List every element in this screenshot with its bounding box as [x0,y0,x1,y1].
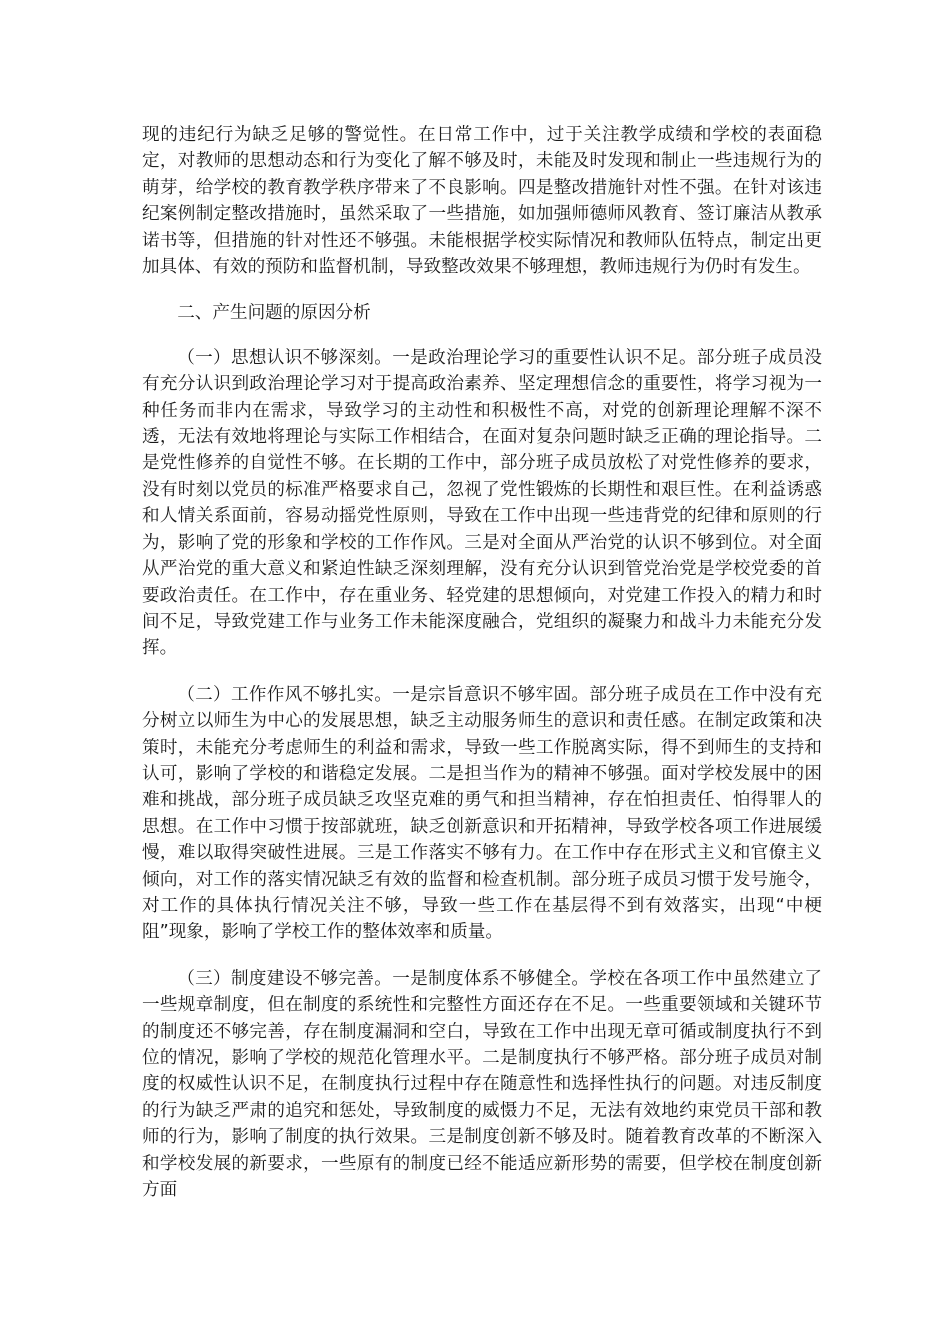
document-page [142,122,822,1223]
section-heading: 二、产生问题的原因分析 [177,303,371,324]
paragraph-work-style: （二）工作作风不够扎实。一是宗旨意识不够牢固。部分班子成员在工作中没有充分树立以师生为中心的发展思想，缺乏主动服务师生的意识和责任感。在制定政策和决策时，未能充分考虑师生的利益和需求，导致一些工作脱离实际，得不到师生的支持和认可，影响了学校的和谐稳定发展。二是担当作为的精神不够强。面对学校发展中的困难和挑战，部分班子成员缺乏攻坚克难的勇气和担当精神，存在怕担责任、怕得罪人的思想。在工作中习惯于按部就班，缺乏创新意识和开拓精神，导致学校各项工作进展缓慢，难以取得突破性进展。三是工作落实不够有力。在工作中存在形式主义和官僚主义倾向，对工作的落实情况缺乏有效的监督和检查机制。部分班子成员习惯于发号施令，对工作的具体执行情况关注不够，导致一些工作在基层得不到有效落实，出现“中梗阻”现象，影响了学校工作的整体效率和质量。 [142,684,822,943]
paragraph-ideology: （一）思想认识不够深刻。一是政治理论学习的重要性认识不足。部分班子成员没有充分认识到政治理论学习对于提高政治素养、坚定理想信念的重要性，将学习视为一种任务而非内在需求，导致学习的主动性和积极性不高，对党的创新理论理解不深不透，无法有效地将理论与实际工作相结合，在面对复杂问题时缺乏正确的理论指导。二是党性修养的自觉性不够。在长期的工作中，部分班子成员放松了对党性修养的要求，没有时刻以党员的标准严格要求自己，忽视了党性锻炼的长期性和艰巨性。在利益诱惑和人情关系面前，容易动摇党性原则，导致在工作中出现一些违背党的纪律和原则的行为，影响了党的形象和学校的工作作风。三是对全面从严治党的认识不够到位。对全面从严治党的重大意义和紧迫性缺乏深刻理解，没有充分认识到管党治党是学校党委的首要政治责任。在工作中，存在重业务、轻党建的思想倾向，对党建工作投入的精力和时间不足，导致党建工作与业务工作未能深度融合，党组织的凝聚力和战斗力未能充分发挥。 [142,347,822,659]
paragraph-institution: （三）制度建设不够完善。一是制度体系不够健全。学校在各项工作中虽然建立了一些规章制度，但在制度的系统性和完整性方面还存在不足。一些重要领域和关键环节的制度还不够完善，存在制度漏洞和空白，导致在工作中出现无章可循或制度执行不到位的情况，影响了学校的规范化管理水平。二是制度执行不够严格。部分班子成员对制度的权威性认识不足，在制度执行过程中存在随意性和选择性执行的问题。对违反制度的行为缺乏严肃的追究和惩处，导致制度的威慑力不足，无法有效地约束党员干部和教师的行为，影响了制度的执行效果。三是制度创新不够及时。随着教育改革的不断深入和学校发展的新要求，一些原有的制度已经不能适应新形势的需要，但学校在制度创新方面 [142,968,822,1201]
paragraph-continuation: 现的违纪行为缺乏足够的警觉性。在日常工作中，过于关注教学成绩和学校的表面稳定，对教师的思想动态和行为变化了解不够及时，未能及时发现和制止一些违规行为的萌芽，给学校的教育教学秩序带来了不良影响。四是整改措施针对性不强。在针对该违纪案例制定整改措施时，虽然采取了一些措施，如加强师德师风教育、签订廉洁从教承诺书等，但措施的针对性还不够强。未能根据学校实际情况和教师队伍特点，制定出更加具体、有效的预防和监督机制，导致整改效果不够理想，教师违规行为仍时有发生。 [142,125,822,278]
